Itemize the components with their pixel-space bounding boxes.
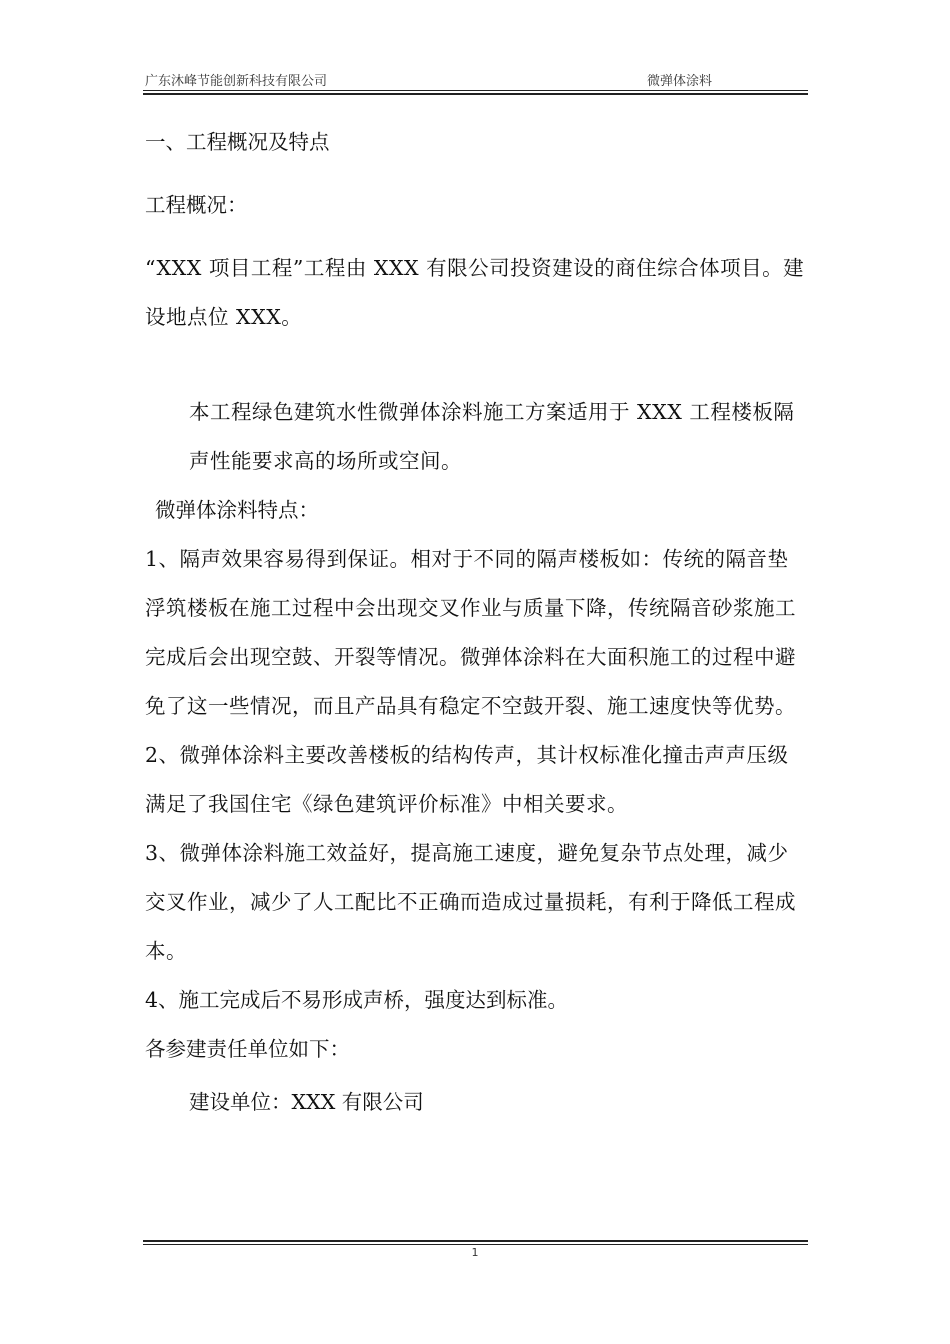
footer-divider-thick bbox=[143, 1240, 808, 1242]
header-divider bbox=[143, 90, 808, 91]
document-body bbox=[145, 118, 808, 1127]
section-title: 一、工程概况及特点 bbox=[145, 130, 330, 154]
overview-label: 工程概况： bbox=[145, 193, 248, 217]
header-divider-thick bbox=[143, 93, 808, 95]
page-header bbox=[145, 66, 808, 90]
feature-item: 3、微弹体涂料施工效益好，提高施工速度，避免复杂节点处理，减少交叉作业，减少了人工配比不正确而造成过量损耗，有利于降低工程成本。 bbox=[145, 841, 796, 963]
page-number: 1 bbox=[471, 1246, 479, 1259]
construction-unit: 建设单位：XXX 有限公司 bbox=[189, 1090, 424, 1114]
overview-paragraph: “XXX 项目工程”工程由 XXX 有限公司投资建设的商住综合体项目。建设地点位 XXX。 bbox=[145, 256, 805, 329]
feature-item: 4、施工完成后不易形成声桥，强度达到标准。 bbox=[145, 988, 569, 1012]
header-company: 广东沐峰节能创新科技有限公司 bbox=[145, 74, 328, 89]
footer-divider bbox=[143, 1244, 808, 1245]
features-label: 微弹体涂料特点： bbox=[155, 498, 319, 522]
scope-paragraph: 本工程绿色建筑水性微弹体涂料施工方案适用于 XXX 工程楼板隔声性能要求高的场所或空间。 bbox=[189, 400, 795, 473]
header-product: 微弹体涂料 bbox=[647, 74, 713, 89]
parties-label: 各参建责任单位如下： bbox=[145, 1037, 350, 1061]
feature-item: 2、微弹体涂料主要改善楼板的结构传声，其计权标准化撞击声声压级满足了我国住宅《绿色建筑评价标准》中相关要求。 bbox=[145, 743, 789, 816]
feature-item: 1、隔声效果容易得到保证。相对于不同的隔声楼板如：传统的隔音垫浮筑楼板在施工过程中会出现交叉作业与质量下降，传统隔音砂浆施工完成后会出现空鼓、开裂等情况。微弹体涂料在大面积施工的过程中避免了这一些情况，而且产品具有稳定不空鼓开裂、施工速度快等优势。 bbox=[145, 547, 796, 718]
